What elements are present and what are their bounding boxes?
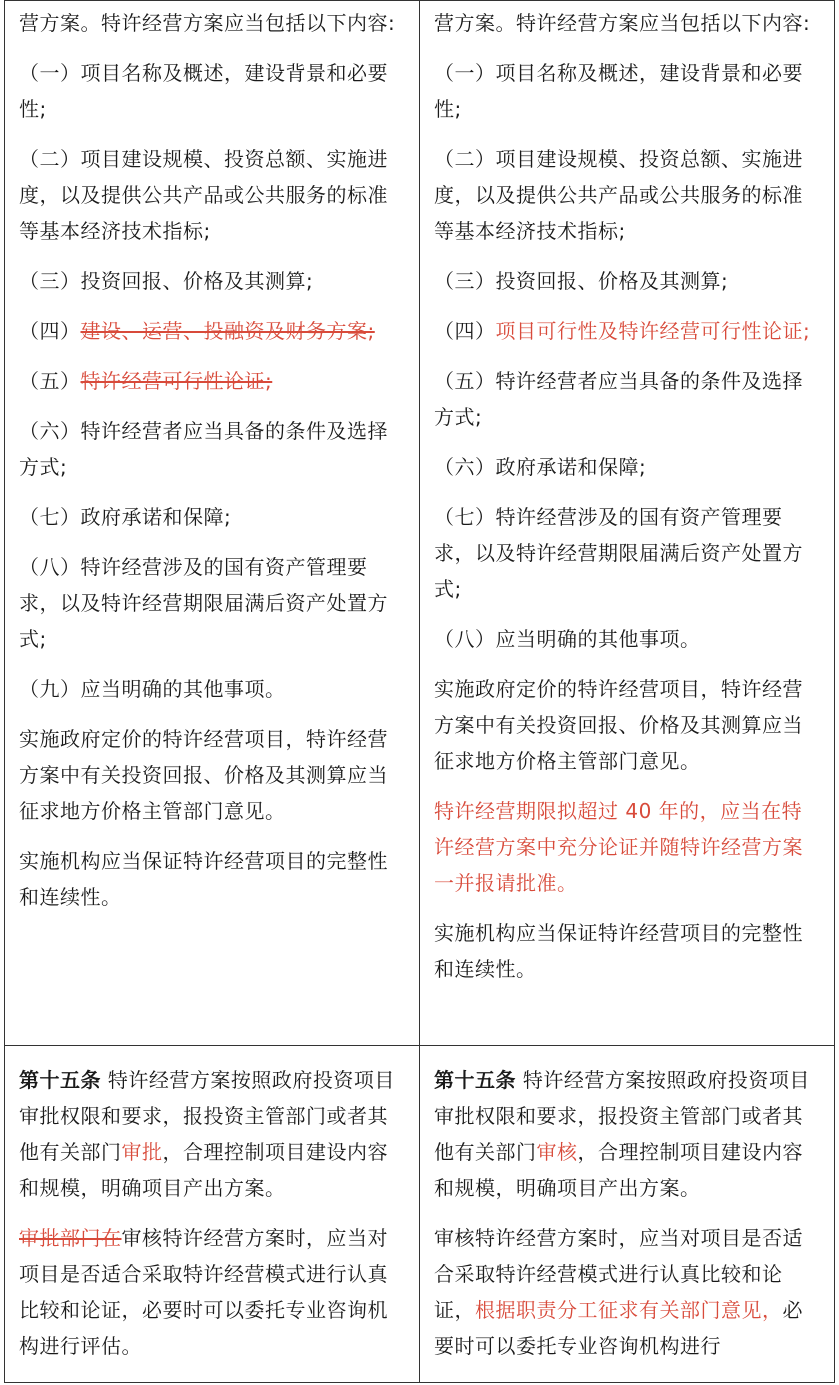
item-number: （四） <box>19 319 81 343</box>
table-row <box>5 1 835 1046</box>
paragraph: （六）政府承诺和保障; <box>434 455 647 479</box>
paragraph: （七）政府承诺和保障; <box>19 505 232 529</box>
paragraph: 实施政府定价的特许经营项目，特许经营方案中有关投资回报、价格及其测算应当征求地方价格主管部门意见。 <box>19 727 388 823</box>
paragraph: 实施机构应当保证特许经营项目的完整性和连续性。 <box>434 921 803 981</box>
changed-text: 审核 <box>536 1140 578 1164</box>
original-text-cell <box>5 1 420 1046</box>
paragraph <box>19 363 407 399</box>
revised-text-cell <box>420 1046 835 1383</box>
text-run: 审核特许经营方案时，应当对项目是否适合采取特许经营模式进行认真比较和论证，必要时可以委托专业咨询机构进行评估。 <box>19 1226 388 1358</box>
paragraph: （八）特许经营涉及的国有资产管理要求，以及特许经营期限届满后资产处置方式; <box>19 555 388 651</box>
revised-text-cell <box>420 1 835 1046</box>
paragraph: 营方案。特许经营方案应当包括以下内容: <box>434 11 811 35</box>
item-number: （四） <box>434 319 496 343</box>
paragraph <box>434 1062 822 1206</box>
text-run: 必要时可以委托专业咨询机构进行 <box>434 1298 803 1358</box>
added-text: 项目可行性及特许经营可行性论证; <box>495 319 811 343</box>
changed-text: 审批 <box>121 1140 163 1164</box>
paragraph: （一）项目名称及概述，建设背景和必要性; <box>434 61 803 121</box>
paragraph <box>434 1220 822 1364</box>
paragraph: （七）特许经营涉及的国有资产管理要求，以及特许经营期限届满后资产处置方式; <box>434 505 803 601</box>
article-label: 第十五条 <box>19 1068 101 1092</box>
comparison-table <box>4 0 835 1383</box>
deleted-text: 特许经营可行性论证; <box>80 369 273 393</box>
text-run: 特许经营方案按照政府投资项目审批权限和要求，报投资主管部门或者其他有关部门 <box>434 1068 810 1164</box>
added-paragraph: 特许经营期限拟超过 40 年的，应当在特许经营方案中充分论证并随特许经营方案一并报请批准。 <box>434 799 803 895</box>
paragraph: （一）项目名称及概述，建设背景和必要性; <box>19 61 388 121</box>
paragraph <box>19 1220 407 1364</box>
deleted-text: 建设、运营、投融资及财务方案; <box>80 319 375 343</box>
paragraph: （八）应当明确的其他事项。 <box>434 627 701 651</box>
original-text-cell <box>5 1046 420 1383</box>
paragraph <box>19 1062 407 1206</box>
paragraph: （九）应当明确的其他事项。 <box>19 677 286 701</box>
paragraph <box>434 313 822 349</box>
paragraph <box>19 313 407 349</box>
text-run: 特许经营方案按照政府投资项目审批权限和要求，报投资主管部门或者其他有关部门 <box>19 1068 395 1164</box>
paragraph: 实施政府定价的特许经营项目，特许经营方案中有关投资回报、价格及其测算应当征求地方价格主管部门意见。 <box>434 677 803 773</box>
table-row <box>5 1046 835 1383</box>
paragraph: （五）特许经营者应当具备的条件及选择方式; <box>434 369 803 429</box>
paragraph: （三）投资回报、价格及其测算; <box>434 269 729 293</box>
paragraph: （二）项目建设规模、投资总额、实施进度，以及提供公共产品或公共服务的标准等基本经济技术指标; <box>434 147 803 243</box>
paragraph: 实施机构应当保证特许经营项目的完整性和连续性。 <box>19 849 388 909</box>
added-text: 根据职责分工征求有关部门意见， <box>475 1298 783 1322</box>
article-label: 第十五条 <box>434 1068 516 1092</box>
text-run: ，合理控制项目建设内容和规模，明确项目产出方案。 <box>434 1140 803 1200</box>
deleted-text: 审批部门在 <box>19 1226 122 1250</box>
paragraph: 营方案。特许经营方案应当包括以下内容: <box>19 11 396 35</box>
paragraph: （三）投资回报、价格及其测算; <box>19 269 314 293</box>
paragraph: （二）项目建设规模、投资总额、实施进度，以及提供公共产品或公共服务的标准等基本经济技术指标; <box>19 147 388 243</box>
paragraph: （六）特许经营者应当具备的条件及选择方式; <box>19 419 388 479</box>
item-number: （五） <box>19 369 81 393</box>
text-run: 审核特许经营方案时，应当对项目是否适合采取特许经营模式进行认真比较和论证， <box>434 1226 803 1322</box>
text-run: ，合理控制项目建设内容和规模，明确项目产出方案。 <box>19 1140 388 1200</box>
